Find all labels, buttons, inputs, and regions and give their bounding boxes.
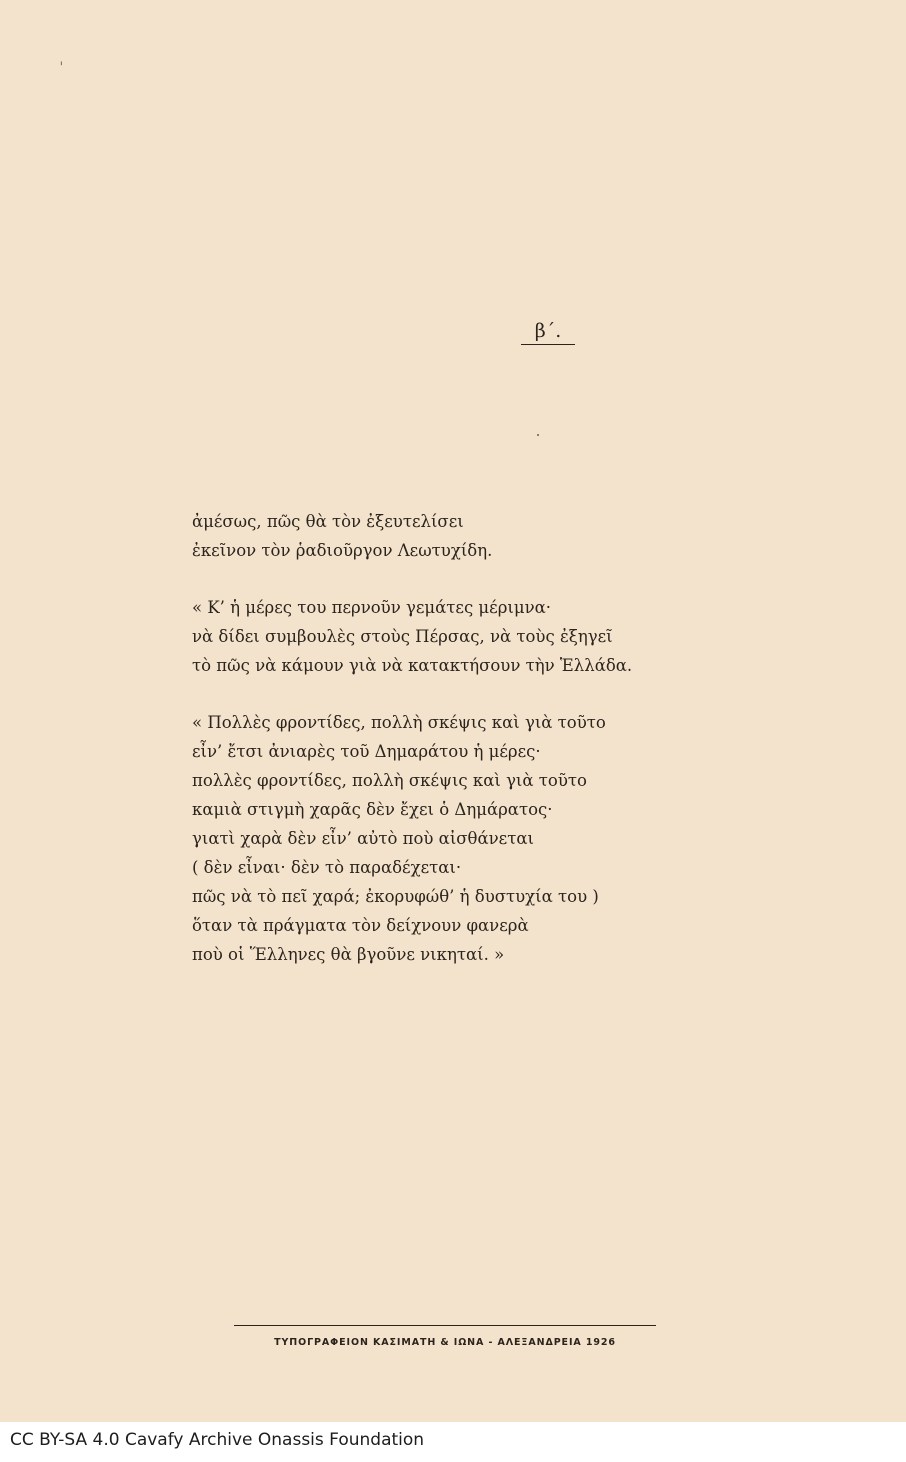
poem-line: ποὺ οἱ Ἕλληνες θὰ βγοῦνε νικηταί. » [192, 945, 505, 964]
poem-line: πῶς νὰ τὸ πεῖ χαρά; ἐκορυφώθ’ ἡ δυστυχία του ) [192, 887, 599, 906]
poem-line: ( δὲν εἶναι· δὲν τὸ παραδέχεται· [192, 858, 462, 877]
printer-imprint: ΤΥΠΟΓΡΑΦΕΙΟΝ ΚΑΣΙΜΑΤΗ & ΙΩΝΑ - ΑΛΕΞΑΝΔΡΕΙΑ 1926 [274, 1337, 616, 1348]
poem-line: ἀμέσως, πῶς θὰ τὸν ἐξευτελίσει [192, 512, 464, 531]
stanza-3 [192, 708, 812, 969]
poem-line: τὸ πῶς νὰ κάμουν γιὰ νὰ κατακτήσουν τὴν Ἑλλάδα. [192, 656, 633, 675]
section-number: β΄. [521, 320, 575, 345]
paper-speck [537, 434, 539, 436]
license-credit: CC BY-SA 4.0 Cavafy Archive Onassis Foundation [10, 1430, 425, 1450]
poem-line: γιατὶ χαρὰ δὲν εἶν’ αὐτὸ ποὺ αἰσθάνεται [192, 829, 534, 848]
poem-line: νὰ δίδει συμβουλὲς στοὺς Πέρσας, νὰ τοὺς ἐξηγεῖ [192, 627, 613, 646]
poem-line: πολλὲς φροντίδες, πολλὴ σκέψις καὶ γιὰ τοῦτο [192, 771, 587, 790]
poem-line: « Κ’ ἡ μέρες του περνοῦν γεμάτες μέριμνα· [192, 598, 552, 617]
footer-rule [234, 1325, 656, 1326]
poem-line: ὅταν τὰ πράγματα τὸν δείχνουν φανερὰ [192, 916, 529, 935]
credit-bar [0, 1422, 906, 1462]
poem-line: εἶν’ ἔτσι ἀνιαρὲς τοῦ Δημαράτου ἡ μέρες· [192, 742, 541, 761]
poem-body [192, 507, 812, 997]
poem-line: « Πολλὲς φροντίδες, πολλὴ σκέψις καὶ γιὰ τοῦτο [192, 713, 606, 732]
stanza-1 [192, 507, 812, 565]
poem-line: καμιὰ στιγμὴ χαρᾶς δὲν ἔχει ὁ Δημάρατος· [192, 800, 553, 819]
poem-line: ἐκεῖνον τὸν ῥαδιοῦργον Λεωτυχίδη. [192, 541, 493, 560]
stanza-2 [192, 593, 812, 680]
